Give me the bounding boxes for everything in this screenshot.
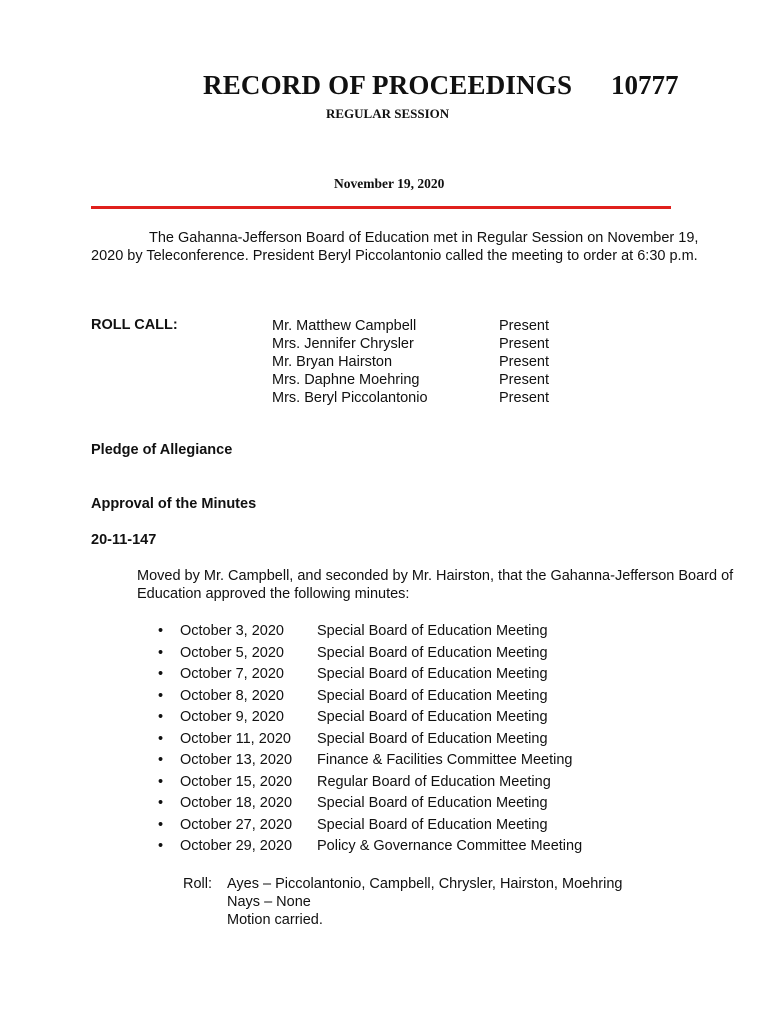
minute-date: October 8, 2020	[180, 687, 284, 704]
member-name: Mrs. Jennifer Chrysler	[272, 336, 414, 352]
bullet-icon: •	[158, 687, 164, 704]
member-status: Present	[499, 318, 549, 334]
intro-text: The Gahanna-Jefferson Board of Education met in Regular Session on November 19, 2020 by Teleconference. President Beryl Piccolantonio called the meeting to order at 6:30 p.m.	[91, 230, 699, 264]
member-name: Mr. Bryan Hairston	[272, 354, 393, 370]
bullet-icon: •	[158, 838, 164, 854]
member-status: Present	[499, 372, 549, 388]
member-name: Mr. Matthew Campbell	[272, 318, 417, 334]
vote-result: Motion carried.	[227, 912, 323, 928]
minute-date: October 29, 2020	[180, 838, 293, 854]
meeting-date: November 19, 2020	[334, 176, 445, 191]
minute-meeting: Regular Board of Education Meeting	[317, 773, 551, 790]
vote-label: Roll:	[183, 876, 213, 892]
document-title: RECORD OF PROCEEDINGS	[203, 70, 573, 100]
minute-meeting: Special Board of Education Meeting	[317, 816, 548, 833]
member-name: Mrs. Daphne Moehring	[272, 372, 420, 388]
minute-date: October 18, 2020	[180, 795, 293, 811]
minute-date: October 27, 2020	[180, 816, 293, 833]
member-status: Present	[499, 354, 549, 370]
minute-date: October 3, 2020	[180, 623, 284, 639]
minute-meeting: Special Board of Education Meeting	[317, 687, 548, 704]
minute-meeting: Special Board of Education Meeting	[317, 644, 548, 661]
motion-text: Moved by Mr. Campbell, and seconded by Mr. Hairston, that the Gahanna-Jefferson Board of Education approved the following minutes:	[137, 568, 734, 602]
header-divider	[91, 206, 671, 209]
member-status: Present	[499, 390, 549, 406]
roll-call-statuses	[499, 317, 549, 407]
bullet-icon: •	[158, 773, 164, 790]
bullet-icon: •	[158, 730, 164, 747]
page-number: 10777	[611, 70, 679, 100]
minute-date: October 5, 2020	[180, 644, 284, 661]
vote-nays: Nays – None	[227, 894, 311, 910]
minute-meeting: Finance & Facilities Committee Meeting	[317, 752, 573, 768]
minute-date: October 7, 2020	[180, 666, 284, 682]
minute-meeting: Policy & Governance Committee Meeting	[317, 838, 583, 854]
minute-date: October 11, 2020	[180, 730, 291, 747]
minute-meeting: Special Board of Education Meeting	[317, 709, 548, 725]
resolution-number: 20-11-147	[91, 532, 157, 548]
pledge-heading: Pledge of Allegiance	[91, 442, 233, 458]
minute-date: October 15, 2020	[180, 773, 293, 790]
roll-call-label: ROLL CALL:	[91, 317, 178, 333]
approval-heading: Approval of the Minutes	[91, 496, 257, 512]
minute-date: October 9, 2020	[180, 709, 284, 725]
bullet-icon: •	[158, 623, 164, 639]
minute-meeting: Special Board of Education Meeting	[317, 730, 548, 747]
member-name: Mrs. Beryl Piccolantonio	[272, 390, 428, 406]
minute-date: October 13, 2020	[180, 752, 293, 768]
bullet-icon: •	[158, 816, 164, 833]
bullet-icon: •	[158, 752, 164, 768]
bullet-icon: •	[158, 644, 164, 661]
minute-meeting: Special Board of Education Meeting	[317, 666, 548, 682]
bullet-icon: •	[158, 795, 164, 811]
intro-paragraph	[91, 229, 721, 265]
minute-meeting: Special Board of Education Meeting	[317, 623, 548, 639]
bullet-icon: •	[158, 709, 164, 725]
minute-meeting: Special Board of Education Meeting	[317, 795, 548, 811]
bullet-icon: •	[158, 666, 164, 682]
roll-call-names	[272, 317, 428, 407]
member-status: Present	[499, 336, 549, 352]
vote-ayes: Ayes – Piccolantonio, Campbell, Chrysler, Hairston, Moehring	[227, 876, 623, 892]
session-subtitle: REGULAR SESSION	[326, 106, 450, 121]
